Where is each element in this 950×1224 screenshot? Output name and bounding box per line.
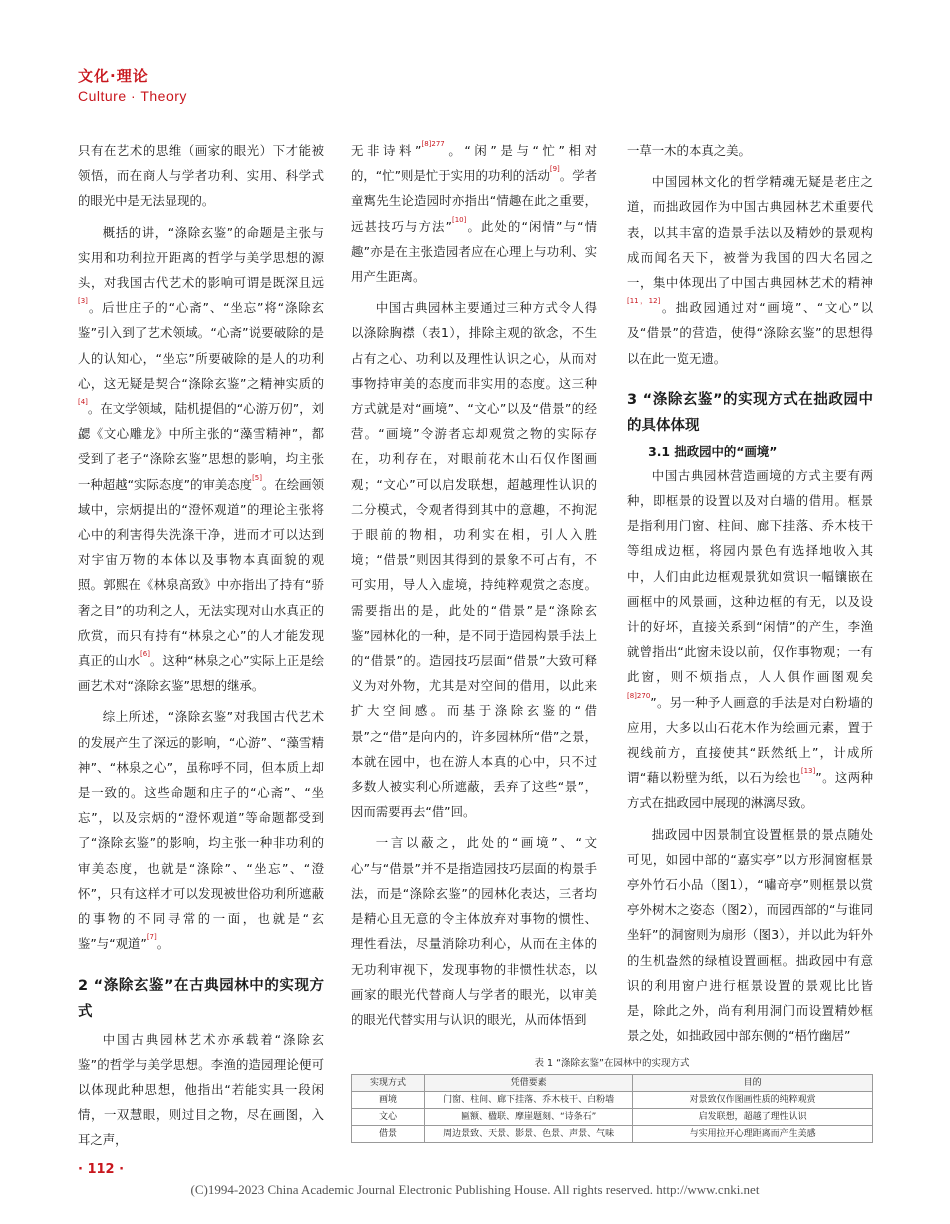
paragraph: 中国古典园林艺术亦承载着“涤除玄鉴”的哲学与美学思想。李渔的造园理论便可以体现此种思想，他指出“若能实具一段闲情，一双慧眼，则过目之物，尽在画图，入耳之声，	[78, 1031, 324, 1148]
section-heading: 2 “涤除玄鉴”在古典园林中的实现方式	[78, 977, 324, 1020]
citation[interactable]: [5]	[252, 473, 262, 482]
table-cell: 画境	[352, 1092, 425, 1109]
section-title-en: Culture · Theory	[78, 88, 187, 104]
subsection-heading: 3.1 拙政园中的“画境”	[648, 443, 778, 459]
citation[interactable]: [4]	[78, 398, 88, 407]
section-heading: 3 “涤除玄鉴”的实现方式在拙政园中的具体体现	[627, 391, 873, 434]
table-cell: 与实用拉开心理距离而产生美感	[633, 1126, 873, 1143]
table-cell: 启发联想，超越了理性认识	[633, 1109, 873, 1126]
citation[interactable]: [7]	[146, 933, 157, 942]
table-1	[351, 1054, 873, 1143]
paragraph: 概括的讲，“涤除玄鉴”的命题是主张与实用和功利拉开距离的哲学与美学思想的源头，对我国古代艺术的影响可谓是既深且远[3]。后世庄子的“心斋”、“坐忘”将“涤除玄鉴”引入到了艺术领域。“心斋”说要破除的是人的认知心，“坐忘”所要破除的是人的功利心，这无疑是契合“涤除玄鉴”之精神实质的[4]。在文学领域，陆机提倡的“心游万仞”，刘勰《文心雕龙》中所主张的“藻雪精神”，都受到了老子“涤除玄鉴”思想的影响，均主张一种超越“实际态度”的审美态度[5]。在绘画领域中，宗炳提出的“澄怀观道”的理论主张将心中的利害得失洗涤干净，进而才可以达到对宇宙万物的本体以及事物本真面貌的观照。郭熙在《林泉高致》中亦指出了持有“骄奢之目”的功利之人，无法实现对山水真正的欣赏，而只有持有“林泉之心”的人才能发现真正的山水[6]。这种“林泉之心”实际上正是绘画艺术对“涤除玄鉴”思想的继承。	[78, 224, 325, 694]
citation[interactable]: [8]270	[627, 691, 651, 700]
section-title-cn: 文化·理论	[78, 67, 149, 85]
paragraph: 一草一木的本真之美。	[627, 143, 751, 158]
paragraph: 中国古典园林主要通过三种方式令人得以涤除胸襟（表1），排除主观的欲念，不生占有之心、功利以及理性认识之心，从而对事物持审美的态度而非实用的态度。这三种方式就是对“画境”、“文心”以及“借景”的经营。“画境”令游者忘却观赏之物的实际存在，功利存在，对眼前花木山石仅作图画观；“文心”可以启发联想，超越理性认识的二分模式，令观者得到其中的意趣，不拘泥于眼前的物相，功利实在相，引人入胜境；“借景”则因其得到的景象不可占有，不可实用，导人入虚境，持纯粹观赏之态度。需要指出的是，此处的“借景”是“涤除玄鉴”园林化的一种，是不同于造园构景手法上的“借景”的。造园技巧层面“借景”大致可释义为对外物，尤其是对空间的借用，以此来扩大空间感。而基于涤除玄鉴的“借景”之“借”是向内的，许多园林所“借”之景，本就在园中，也在游人本真的心中，只不过多数人被实利心所遮蔽，丢弃了这些“景”，因而需要再去“借”回。	[351, 300, 597, 820]
page-number: · 112 ·	[78, 1162, 125, 1177]
table-header-cell: 凭借要素	[424, 1075, 632, 1092]
table-header-cell: 实现方式	[352, 1075, 425, 1092]
paragraph: 只有在艺术的思维（画家的眼光）下才能被领悟，而在商人与学者功利、实用、科学式的眼光中是无法显现的。	[78, 143, 324, 209]
paragraph: 综上所述，“涤除玄鉴”对我国古代艺术的发展产生了深远的影响，“心游”、“藻雪精神”、“林泉之心”，虽称呼不同，但本质上却是一致的。这些命题和庄子的“心斋”、“坐忘”，以及宗炳的“澄怀观道”等命题都受到了“涤除玄鉴”的影响，均主张一种非功利的审美态度，也就是“涤除”、“坐忘”、“澄怀”，只有这样才可以发现被世俗功利所遮蔽的事物的不同寻常的一面，也就是“玄鉴”与“观道”[7]。	[78, 709, 324, 952]
citation[interactable]: [11，12]	[627, 297, 661, 306]
table-row	[352, 1092, 873, 1109]
column-left	[78, 138, 324, 1159]
table-cell: 门窗、柱间、廊下挂落、乔木枝干、白粉墙	[424, 1092, 632, 1109]
table-caption: 表 1 “涤除玄鉴”在园林中的实现方式	[534, 1058, 690, 1069]
citation[interactable]: [3]	[78, 297, 88, 306]
table-cell: 周边景致、天景、影景、色景、声景、气味	[424, 1126, 632, 1143]
journal-section-header	[78, 66, 187, 106]
column-middle	[351, 138, 597, 1038]
column-right	[627, 138, 873, 1055]
table-row	[352, 1109, 873, 1126]
table-cell: 对景致仅作图画性质的纯粹观赏	[633, 1092, 873, 1109]
table-cell: 匾额、楹联、摩崖题刻、“诗条石”	[424, 1109, 632, 1126]
paragraph: 中国古典园林营造画境的方式主要有两种，即框景的设置以及对白墙的借用。框景是指利用门窗、柱间、廊下挂落、乔木枝干等组成边框，将园内景色有选择地收入其中，人们由此边框观景犹如赏识一幅镶嵌在画框中的风景画，这种边框的有无，以及设计的好坏，直接关系到“闲情”的产生，李渔就曾指出“此窗未设以前，仅作事物观；一有此窗，则不烦指点，人人俱作画图观矣$^{[8]270}$”。另一种予人画意的手法是对白粉墙的应用，大多以山石花木作为绘画元素，置于视线前方，直接使其“跃然纸上”，计成所谓“藉以粉壁为纸，以石为绘也[13]”。这两种方式在拙政园中展现的淋漓尽致。	[627, 467, 874, 811]
paragraph: 拙政园中因景制宜设置框景的景点随处可见，如园中部的“嘉实亭”以方形洞窗框景亭外竹石小品（图1），“嘯竒亭”则框景以赏亭外树木之姿态（图2），而园西部的“与谁同坐轩”的洞窗则为扇形（图3），并以此为轩外的生机盎然的绿植设置画框。拙政园中有意识的利用窗户进行框景设置的景观比比皆是，除此之外，尚有利用洞门而设置精妙框景之处，如拙政园中部东侧的“梧竹幽居”	[627, 826, 873, 1044]
paragraph: 一言以蔽之，此处的“画境”、“文心”与“借景”并不是指造园技巧层面的构景手法，而是“涤除玄鉴”的园林化表达，三者均是精心且无意的令主体放弃对事物的惯性、理性看法，尽量消除功利心，从而在主体的无功利审视下，发现事物的非惯性状态，以画家的眼光代替商人与学者的眼光，以审美的眼光代替实用与认识的眼光，从而体悟到	[351, 835, 597, 1027]
table-row	[352, 1126, 873, 1143]
citation[interactable]: [8]277	[421, 140, 445, 148]
citation[interactable]: [13]	[800, 767, 816, 776]
citation[interactable]: [10]	[451, 215, 467, 224]
realization-table	[351, 1074, 873, 1143]
paragraph: 无非诗料”$^{[8]277}$。“闲”是与“忙”相对的，“忙”则是忙于实用的功利的活动[9]。学者童寯先生论造园时亦指出“情趣在此之重要，远甚技巧与方法”[10]。此处的“闲情”与“情趣”亦是在主张造园者应在心理上与功利、实用产生距离。	[351, 140, 597, 285]
table-cell: 文心	[352, 1109, 425, 1126]
table-cell: 借景	[352, 1126, 425, 1143]
copyright-footer: (C)1994-2023 China Academic Journal Electronic Publishing House. All rights reserved. http://www.cnki.net	[190, 1182, 760, 1197]
citation[interactable]: [6]	[140, 650, 150, 659]
paragraph: 中国园林文化的哲学精魂无疑是老庄之道，而拙政园作为中国古典园林艺术重要代表，以其丰富的造景手法以及精妙的景观构成而闻名天下，被誉为我国的四大名园之一，集中体现出了中国古典园林艺术的精神[11，12]。拙政园通过对“画境”、“文心”以及“借景”的营造，使得“涤除玄鉴”的思想得以在此一览无遗。	[627, 174, 873, 366]
citation[interactable]: [9]	[549, 165, 560, 174]
table-header-cell: 目的	[633, 1075, 873, 1092]
